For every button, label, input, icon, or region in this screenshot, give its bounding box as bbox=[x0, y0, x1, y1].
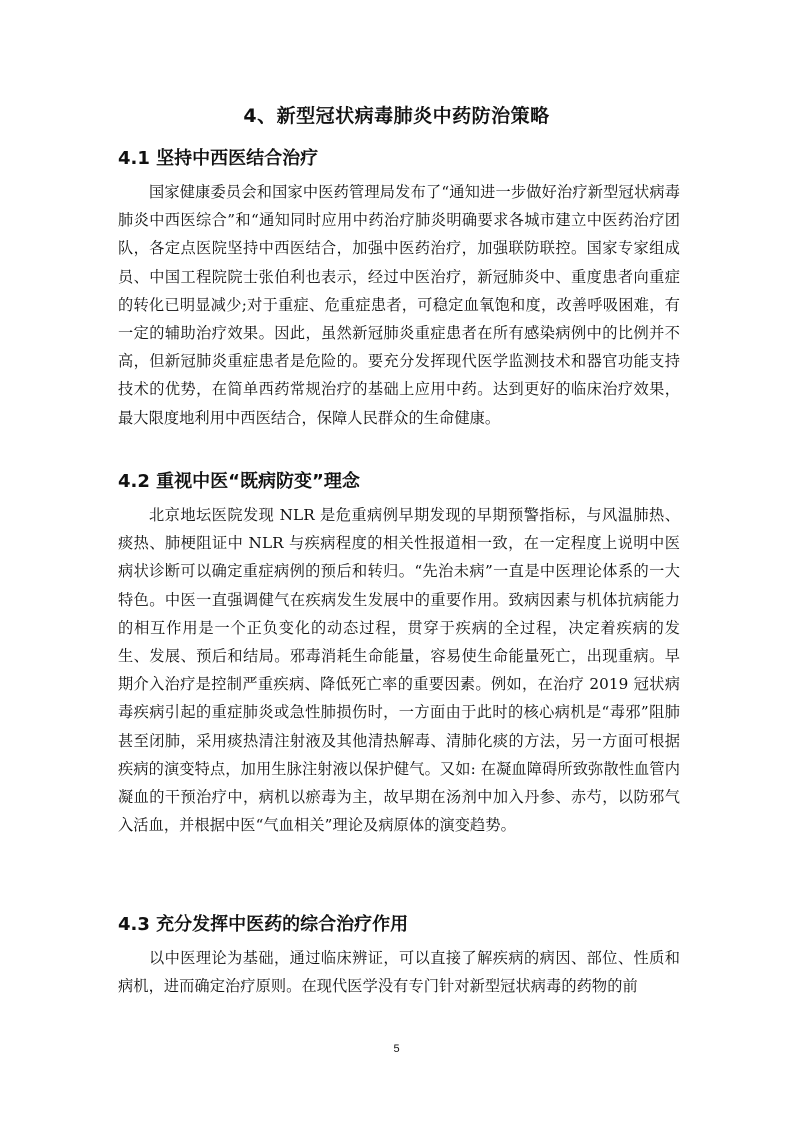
section-heading: 4.3 充分发挥中医药的综合治疗作用 bbox=[118, 914, 409, 935]
section-heading: 4.2 重视中医“既病防变”理念 bbox=[118, 471, 360, 492]
page-number: 5 bbox=[393, 1043, 400, 1055]
section-paragraph: 国家健康委员会和国家中医药管理局发布了“通知进一步做好治疗新型冠状病毒肺炎中西医综合”和“通知同时应用中药治疗肺炎明确要求各城市建立中医药治疗团队，各定点医院坚持中西医结合，加强中医药治疗，加强联防联控。国家专家组成员、中国工程院院士张伯利也表示，经过中医治疗，新冠肺炎中、重度患者向重症的转化已明显减少;对于重症、危重症患者，可稳定血氧饱和度，改善呼吸困难，有一定的辅助治疗效果。因此，虽然新冠肺炎重症患者在所有感染病例中的比例并不高，但新冠肺炎重症患者是危险的。要充分发挥现代医学监测技术和器官功能支持技术的优势，在简单西药常规治疗的基础上应用中药。达到更好的临床治疗效果，最大限度地利用中西医结合，保障人民群众的生命健康。 bbox=[118, 183, 680, 427]
section-4-1 bbox=[118, 146, 680, 432]
section-heading: 4.1 坚持中西医结合治疗 bbox=[118, 148, 319, 169]
section-paragraph: 北京地坛医院发现 NLR 是危重病例早期发现的早期预警指标，与风温肺热、痰热、肺梗阻证中 NLR 与疾病程度的相关性报道相一致，在一定程度上说明中医病状诊断可以确定重症病例的预后和转归。“先治未病”一直是中医理论体系的一大特色。中医一直强调健气在疾病发生发展中的重要作用。致病因素与机体抗病能力的相互作用是一个正负变化的动态过程，贯穿于疾病的全过程，决定着疾病的发生、发展、预后和结局。邪毒消耗生命能量，容易使生命能量死亡，出现重病。早期介入治疗是控制严重疾病、降低死亡率的重要因素。例如，在治疗 2019 冠状病毒疾病引起的重症肺炎或急性肺损伤时，一方面由于此时的核心病机是“毒邪”阻肺甚至闭肺，采用痰热清注射液及其他清热解毒、清肺化痰的方法，另一方面可根据疾病的演变特点，加用生脉注射液以保护健气。又如: 在凝血障碍所致弥散性血管内凝血的干预治疗中，病机以瘀毒为主，故早期在汤剂中加入丹参、赤芍，以防邪气入活血，并根据中医“气血相关”理论及病原体的演变趋势。 bbox=[118, 506, 680, 835]
section-4-2 bbox=[118, 469, 680, 839]
section-4-3 bbox=[118, 912, 680, 1000]
section-paragraph: 以中医理论为基础，通过临床辨证，可以直接了解疾病的病因、部位、性质和病机，进而确定治疗原则。在现代医学没有专门针对新型冠状病毒的药物的前 bbox=[118, 949, 680, 996]
chapter-title: 4、新型冠状病毒肺炎中药防治策略 bbox=[243, 105, 550, 127]
